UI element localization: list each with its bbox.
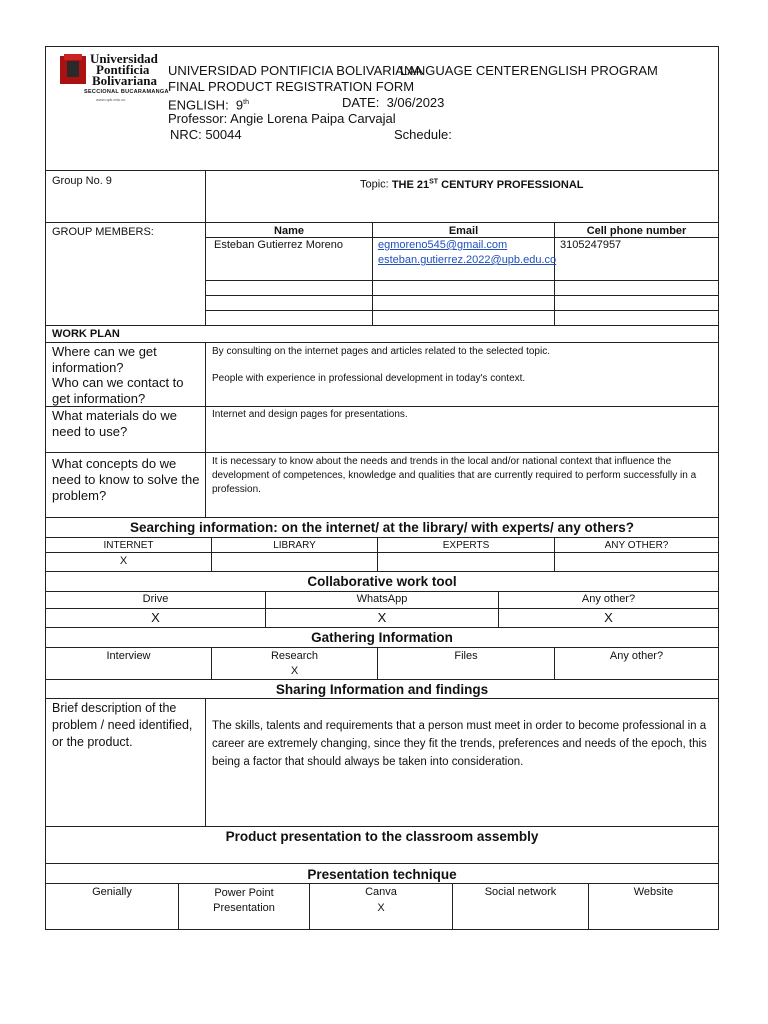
logo-web: www.upb.edu.co <box>96 97 126 102</box>
logo-sectional: SECCIONAL BUCARAMANGA <box>84 89 169 95</box>
gather-col-files: Files <box>454 650 478 662</box>
collab-title: Collaborative work tool <box>307 574 457 589</box>
english-program: ENGLISH PROGRAM <box>530 63 658 78</box>
group-members-label: GROUP MEMBERS: <box>52 226 154 238</box>
gather-mark-research: X <box>290 665 299 677</box>
nrc: NRC: 50044 <box>170 127 242 142</box>
gathering-title: Gathering Information <box>311 630 453 645</box>
member-phone: 3105247957 <box>560 239 622 251</box>
member-email-2[interactable]: esteban.gutierrez.2022@upb.edu.co <box>378 254 557 266</box>
answer-materials: Internet and design pages for presentations. <box>212 409 408 420</box>
technique-col-canva: Canva <box>365 886 397 898</box>
question-concepts: What concepts do we need to know to solve the problem? <box>52 456 200 503</box>
col-name: Name <box>274 225 304 237</box>
collab-col-drive: Drive <box>142 593 169 605</box>
shield-icon <box>60 56 86 84</box>
question-where: Where can we get information? <box>52 344 157 375</box>
answer-who: People with experience in professional development in today's context. <box>212 373 526 384</box>
technique-col-social: Social network <box>484 886 557 898</box>
topic: Topic: THE 21ST CENTURY PROFESSIONAL <box>360 178 584 191</box>
question-who: Who can we contact to get information? <box>52 375 184 406</box>
answer-concepts: It is necessary to know about the needs and trends in the local and/or national context that influence the development of competences, knowledge and qualities that are currently required to perform successfully in a profession. <box>212 456 697 495</box>
gather-col-interview: Interview <box>106 650 151 662</box>
gather-col-research: Research <box>270 650 319 662</box>
collab-col-other: Any other? <box>581 593 636 605</box>
searching-title: Searching information: on the internet/ at the library/ with experts/ any others? <box>129 520 635 535</box>
technique-title: Presentation technique <box>307 867 457 882</box>
registration-form <box>45 46 719 930</box>
collab-mark-whatsapp: X <box>377 610 387 625</box>
member-name: Esteban Gutierrez Moreno <box>214 239 344 251</box>
university-logo <box>58 51 169 113</box>
technique-col-genially: Genially <box>92 886 132 898</box>
technique-mark-canva: X <box>377 902 385 914</box>
question-materials: What materials do we need to use? <box>52 408 177 439</box>
logo-line-1: Universidad <box>90 51 158 66</box>
search-col-internet: INTERNET <box>103 540 154 551</box>
logo-line-2: Pontificia <box>96 62 150 77</box>
col-phone: Cell phone number <box>586 225 687 237</box>
sharing-title: Sharing Information and findings <box>275 682 489 697</box>
logo-line-3: Bolivariana <box>92 73 158 88</box>
work-plan-title: WORK PLAN <box>52 328 120 340</box>
sharing-label: Brief description of the problem / need identified, or the product. <box>52 701 193 749</box>
university-name: UNIVERSIDAD PONTIFICIA BOLIVARIANA <box>168 63 423 78</box>
sharing-text: The skills, talents and requirements that a person must meet in order to become professional in a career are extremely changing, since they fit the trends, preferences and needs of the epoch, this being a factor that should always be taken into consideration. <box>212 720 707 768</box>
search-col-library: LIBRARY <box>273 540 316 551</box>
group-number: Group No. 9 <box>52 175 112 187</box>
member-email-1[interactable]: egmoreno545@gmail.com <box>378 239 508 251</box>
collab-mark-drive: X <box>151 610 160 625</box>
search-col-other: ANY OTHER? <box>604 540 669 551</box>
form-title: FINAL PRODUCT REGISTRATION FORM <box>168 79 415 94</box>
collab-mark-other: X <box>604 610 613 625</box>
collab-col-whatsapp: WhatsApp <box>356 593 408 605</box>
english-level: ENGLISH: 9th <box>168 97 249 113</box>
answer-where: By consulting on the internet pages and articles related to the selected topic. <box>212 346 550 357</box>
language-center: LANGUAGE CENTER <box>400 63 530 78</box>
professor: Professor: Angie Lorena Paipa Carvajal <box>168 111 396 126</box>
col-email: Email <box>448 225 479 237</box>
technique-col-website: Website <box>633 886 674 898</box>
search-col-experts: EXPERTS <box>442 540 490 551</box>
search-mark-internet: X <box>119 555 128 567</box>
date: DATE: 3/06/2023 <box>342 95 445 110</box>
gather-col-other: Any other? <box>609 650 664 662</box>
technique-col-powerpoint: Power Point Presentation <box>213 887 275 914</box>
product-title: Product presentation to the classroom assembly <box>225 829 539 844</box>
schedule-label: Schedule: <box>394 127 452 142</box>
